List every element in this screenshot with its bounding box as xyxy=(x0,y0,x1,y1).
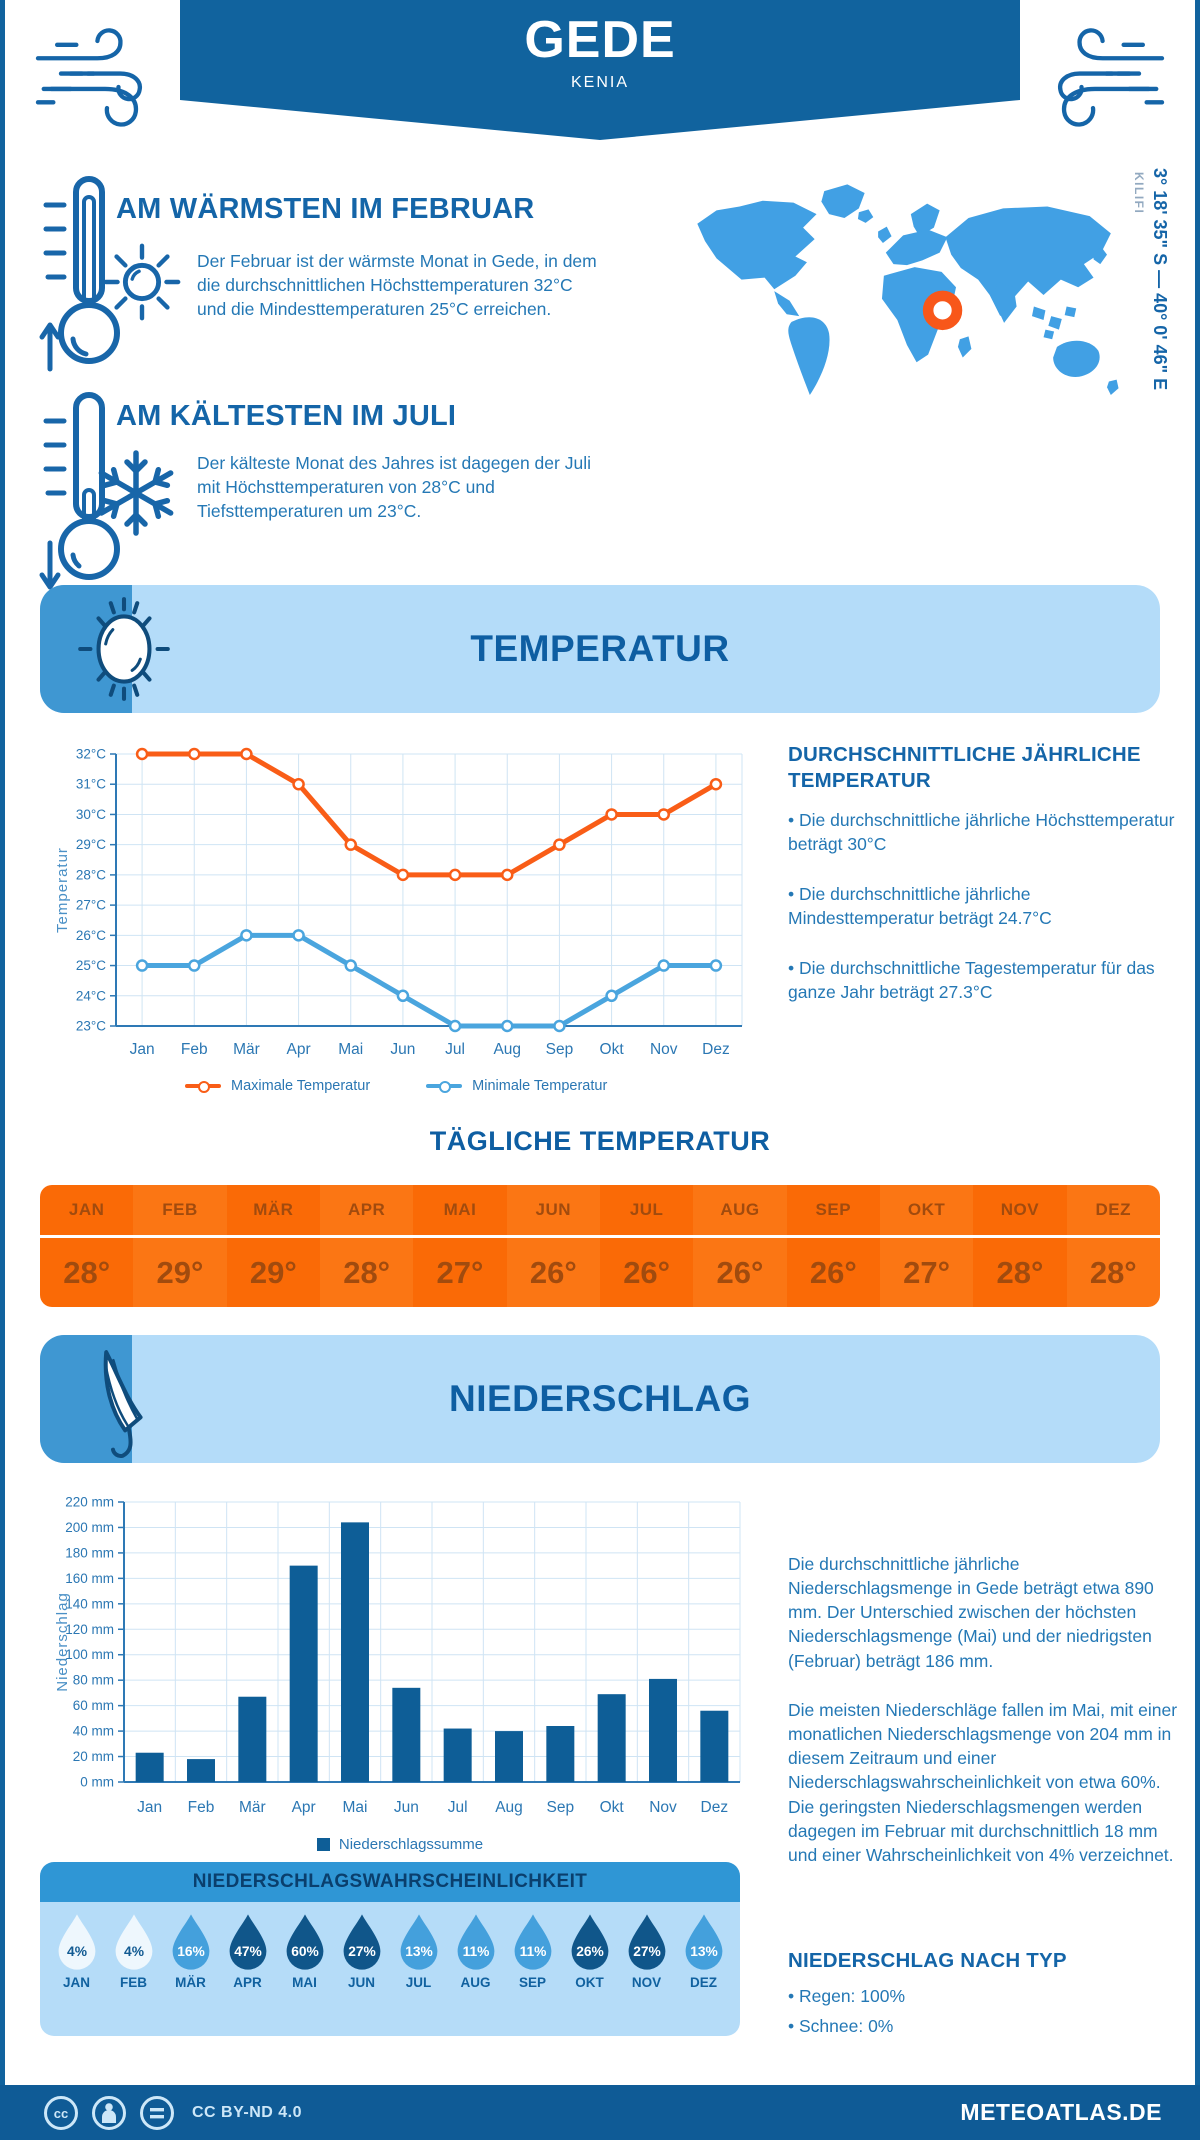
svg-text:13%: 13% xyxy=(689,1943,718,1959)
daily-temp-column xyxy=(787,1185,880,1307)
max-line-marker xyxy=(185,1084,221,1088)
precip-type-title: NIEDERSCHLAG NACH TYP xyxy=(788,1949,1067,1972)
svg-text:Jan: Jan xyxy=(129,1041,155,1058)
raindrop-icon xyxy=(624,1912,670,1972)
precipitation-bar-chart xyxy=(52,1488,752,1828)
svg-text:29°C: 29°C xyxy=(75,837,106,853)
daily-temp-column xyxy=(600,1185,693,1307)
raindrop-icon xyxy=(396,1912,442,1972)
header-banner xyxy=(180,0,1020,100)
probability-drop-cell xyxy=(618,1912,675,2028)
svg-text:28°C: 28°C xyxy=(75,867,106,883)
svg-text:Sep: Sep xyxy=(545,1041,574,1058)
precip-paragraph-2: Die meisten Niederschläge fallen im Mai, mit einer monatlichen Niederschlagsmenge von 204 mm in diesem Zeitraum und einer Niederschlagswahrscheinlichkeit von etwa 60%. Die geringsten Niederschlagsmengen werden dagegen im Februar mit durchschnittlich 18 mm und einer Wahrscheinlichkeit von 4% verzeichnet. xyxy=(788,1700,1178,1865)
probability-drop-cell xyxy=(48,1912,105,2028)
probability-month-label: JUL xyxy=(405,1975,432,1990)
temperature-section-band xyxy=(40,585,1160,713)
bar-chart-legend xyxy=(40,1836,760,1853)
legend-min-label: Minimale Temperatur xyxy=(472,1078,608,1094)
svg-text:32°C: 32°C xyxy=(75,746,106,762)
probability-month-label: FEB xyxy=(120,1975,147,1990)
svg-text:Aug: Aug xyxy=(495,1799,523,1816)
daily-temp-value: 27° xyxy=(880,1235,973,1307)
attribution-person-icon xyxy=(90,2094,128,2132)
daily-temp-value: 29° xyxy=(133,1235,226,1307)
svg-text:11%: 11% xyxy=(462,1943,489,1959)
daily-temp-title: TÄGLICHE TEMPERATUR xyxy=(429,1126,771,1156)
wind-icon xyxy=(1037,18,1172,133)
probability-month-label: JAN xyxy=(62,1975,90,1990)
raindrop-icon xyxy=(567,1912,613,1972)
daily-temp-column xyxy=(413,1185,506,1307)
probability-drop-cell xyxy=(390,1912,447,2028)
no-derivatives-icon xyxy=(138,2094,176,2132)
precip-probability-panel xyxy=(40,1862,740,2036)
raindrop-icon xyxy=(510,1912,556,1972)
svg-text:40 mm: 40 mm xyxy=(72,1723,114,1739)
daily-temp-column xyxy=(133,1185,226,1307)
svg-text:Jul: Jul xyxy=(447,1799,468,1816)
svg-text:220 mm: 220 mm xyxy=(65,1494,114,1510)
probability-month-label: DEZ xyxy=(690,1975,717,1990)
license-label: CC BY-ND 4.0 xyxy=(192,2103,303,2121)
svg-text:Okt: Okt xyxy=(599,1041,624,1058)
svg-text:Mär: Mär xyxy=(238,1799,266,1816)
svg-text:cc: cc xyxy=(53,2105,69,2121)
svg-text:180 mm: 180 mm xyxy=(65,1545,114,1561)
annual-bullet-1: • Die durchschnittliche jährliche Höchsttemperatur beträgt 30°C xyxy=(788,810,1175,855)
svg-text:24°C: 24°C xyxy=(75,988,106,1004)
bar-legend-label: Niederschlagssumme xyxy=(338,1836,484,1853)
line-x-labels xyxy=(130,1041,730,1058)
precipitation-section-title: NIEDERSCHLAG xyxy=(448,1378,752,1419)
svg-text:Nov: Nov xyxy=(649,1799,677,1816)
map-coordinates: 3° 18' 35" S — 40° 0' 46" E xyxy=(1150,168,1170,391)
svg-text:31°C: 31°C xyxy=(75,776,106,792)
world-map xyxy=(680,156,1132,432)
precip-probability-drops xyxy=(40,1902,740,2036)
daily-temp-value: 26° xyxy=(507,1235,600,1307)
legend-item-max xyxy=(185,1078,370,1094)
svg-text:60%: 60% xyxy=(290,1943,319,1959)
raindrop-icon xyxy=(54,1912,100,1972)
daily-temp-column xyxy=(507,1185,600,1307)
temperature-line-chart xyxy=(52,736,752,1068)
daily-temp-month: JUL xyxy=(629,1200,664,1219)
line-series-1 xyxy=(137,930,721,1031)
site-name: METEOATLAS.DE xyxy=(960,2099,1162,2125)
precip-type-snow: • Schnee: 0% xyxy=(788,2016,894,2036)
svg-text:Nov: Nov xyxy=(649,1041,678,1058)
daily-temp-month: OKT xyxy=(907,1200,946,1219)
right-border xyxy=(1195,0,1200,2140)
probability-drop-cell xyxy=(162,1912,219,2028)
page-subtitle: KENIA xyxy=(570,74,629,91)
bar-y-axis-label: Niederschlag xyxy=(54,1592,71,1692)
daily-temp-column xyxy=(880,1185,973,1307)
daily-temp-value: 26° xyxy=(693,1235,786,1307)
daily-temp-month: JAN xyxy=(68,1200,105,1219)
daily-temp-value: 26° xyxy=(600,1235,693,1307)
sun-icon xyxy=(98,238,186,326)
svg-text:Jun: Jun xyxy=(390,1041,416,1058)
daily-temp-value: 26° xyxy=(787,1235,880,1307)
daily-temp-month: MAI xyxy=(443,1200,477,1219)
svg-text:30°C: 30°C xyxy=(75,806,106,822)
temperature-section-title: TEMPERATUR xyxy=(470,628,730,669)
probability-month-label: JUN xyxy=(347,1975,375,1990)
daily-temp-column xyxy=(1067,1185,1160,1307)
svg-text:Sep: Sep xyxy=(546,1799,575,1816)
raindrop-icon xyxy=(282,1912,328,1972)
svg-text:Feb: Feb xyxy=(187,1799,215,1816)
svg-text:Jan: Jan xyxy=(137,1799,163,1816)
cc-icon xyxy=(42,2094,80,2132)
raindrop-icon xyxy=(225,1912,271,1972)
license-icons xyxy=(42,2094,302,2132)
svg-text:100 mm: 100 mm xyxy=(65,1647,114,1663)
snowflake-icon xyxy=(90,446,182,540)
daily-temp-column xyxy=(227,1185,320,1307)
warmest-text: Der Februar ist der wärmste Monat in Gede, in dem die durchschnittlichen Höchsttemperaturen 32°C und die Mindesttemperaturen 25°C erreichen. xyxy=(197,251,597,319)
svg-text:Jul: Jul xyxy=(445,1041,465,1058)
probability-drop-cell xyxy=(105,1912,162,2028)
banner-point xyxy=(180,100,1020,140)
probability-drop-cell xyxy=(276,1912,333,2028)
svg-text:Aug: Aug xyxy=(493,1041,522,1058)
svg-text:Dez: Dez xyxy=(702,1041,730,1058)
svg-text:Jun: Jun xyxy=(393,1799,419,1816)
svg-text:Mär: Mär xyxy=(233,1041,260,1058)
svg-text:25°C: 25°C xyxy=(75,958,106,974)
annual-temp-title: DURCHSCHNITTLICHE JÄHRLICHE TEMPERATUR xyxy=(788,743,1141,792)
daily-temp-month: APR xyxy=(347,1200,386,1219)
daily-temp-month: AUG xyxy=(720,1200,760,1219)
annual-bullet-2: • Die durchschnittliche jährliche Mindesttemperatur beträgt 24.7°C xyxy=(788,884,1052,929)
daily-temp-value: 28° xyxy=(973,1235,1066,1307)
svg-text:27%: 27% xyxy=(347,1943,376,1959)
svg-text:Okt: Okt xyxy=(599,1799,624,1816)
map-region-label: KILIFI xyxy=(1132,172,1146,215)
svg-text:13%: 13% xyxy=(404,1943,433,1959)
probability-month-label: MAI xyxy=(292,1975,317,1990)
daily-temp-table xyxy=(40,1185,1160,1307)
svg-text:Feb: Feb xyxy=(180,1041,208,1058)
svg-text:60 mm: 60 mm xyxy=(72,1698,114,1714)
bar-legend-marker xyxy=(317,1838,330,1851)
probability-month-label: NOV xyxy=(631,1975,662,1990)
min-line-marker xyxy=(426,1084,462,1088)
legend-item-min xyxy=(426,1078,607,1094)
daily-temp-column xyxy=(973,1185,1066,1307)
line-grid xyxy=(76,747,742,1034)
raindrop-icon xyxy=(339,1912,385,1972)
wind-icon xyxy=(28,18,163,133)
svg-text:80 mm: 80 mm xyxy=(72,1672,114,1688)
probability-month-label: SEP xyxy=(518,1975,546,1990)
precip-paragraph-1: Die durchschnittliche jährliche Niederschlagsmenge in Gede beträgt etwa 890 mm. Der Unterschied zwischen der höchsten Niederschlagsmenge (Mai) und der niedrigsten (Februar) beträgt 186 mm. xyxy=(788,1554,1154,1671)
left-border xyxy=(0,0,5,2140)
daily-temp-month: DEZ xyxy=(1095,1200,1132,1219)
probability-month-label: AUG xyxy=(460,1975,491,1990)
svg-text:16%: 16% xyxy=(176,1943,205,1959)
precipitation-section-band xyxy=(40,1335,1160,1463)
legend-max-label: Maximale Temperatur xyxy=(231,1078,371,1094)
warmest-title: AM WÄRMSTEN IM FEBRUAR xyxy=(116,193,535,225)
svg-text:140 mm: 140 mm xyxy=(65,1596,114,1612)
svg-text:27°C: 27°C xyxy=(75,897,106,913)
daily-temp-value: 29° xyxy=(227,1235,320,1307)
line-chart-legend xyxy=(185,1078,607,1094)
precip-type-rain: • Regen: 100% xyxy=(788,1986,906,2006)
svg-text:120 mm: 120 mm xyxy=(65,1621,114,1637)
daily-temp-value: 28° xyxy=(40,1235,133,1307)
daily-temp-value: 28° xyxy=(320,1235,413,1307)
daily-temp-month: MÄR xyxy=(253,1200,294,1219)
bar-x-labels xyxy=(137,1799,728,1816)
footer-bar xyxy=(0,2085,1200,2140)
daily-temp-value: 28° xyxy=(1067,1235,1160,1307)
svg-text:4%: 4% xyxy=(66,1943,87,1959)
raindrop-icon xyxy=(453,1912,499,1972)
probability-month-label: APR xyxy=(233,1975,262,1990)
probability-drop-cell xyxy=(219,1912,276,2028)
coldest-text: Der kälteste Monat des Jahres ist dagegen der Juli mit Höchsttemperaturen von 28°C und Tiefsttemperaturen um 23°C. xyxy=(197,453,591,521)
coldest-title: AM KÄLTESTEN IM JULI xyxy=(116,400,457,432)
probability-drop-cell xyxy=(675,1912,732,2028)
raindrop-icon xyxy=(168,1912,214,1972)
svg-text:4%: 4% xyxy=(123,1943,144,1959)
svg-text:23°C: 23°C xyxy=(75,1018,106,1034)
svg-text:11%: 11% xyxy=(519,1943,546,1959)
probability-drop-cell xyxy=(333,1912,390,2028)
svg-text:Mai: Mai xyxy=(338,1041,364,1058)
raindrop-icon xyxy=(681,1912,727,1972)
probability-drop-cell xyxy=(561,1912,618,2028)
svg-text:26%: 26% xyxy=(575,1943,604,1959)
daily-temp-month: SEP xyxy=(815,1200,852,1219)
daily-temp-month: FEB xyxy=(162,1200,198,1219)
svg-text:Dez: Dez xyxy=(700,1799,729,1816)
daily-temp-column xyxy=(320,1185,413,1307)
probability-month-label: OKT xyxy=(575,1975,604,1990)
probability-month-label: MÄR xyxy=(175,1975,206,1990)
svg-text:47%: 47% xyxy=(233,1943,262,1959)
svg-text:Mai: Mai xyxy=(342,1799,368,1816)
svg-text:200 mm: 200 mm xyxy=(65,1519,114,1535)
annual-bullet-3: • Die durchschnittliche Tagestemperatur für das ganze Jahr beträgt 27.3°C xyxy=(788,958,1155,1003)
page-title: GEDE xyxy=(524,11,676,69)
map-labels xyxy=(1132,168,1170,428)
daily-temp-column xyxy=(40,1185,133,1307)
precip-probability-title: NIEDERSCHLAGSWAHRSCHEINLICHKEIT xyxy=(40,1862,740,1902)
svg-text:26°C: 26°C xyxy=(75,927,106,943)
daily-temp-month: NOV xyxy=(1000,1200,1040,1219)
raindrop-icon xyxy=(111,1912,157,1972)
svg-text:Apr: Apr xyxy=(286,1041,311,1058)
daily-temp-value: 27° xyxy=(413,1235,506,1307)
svg-text:Apr: Apr xyxy=(291,1799,316,1816)
line-y-axis-label: Temperatur xyxy=(54,847,71,933)
svg-text:160 mm: 160 mm xyxy=(65,1570,114,1586)
svg-text:20 mm: 20 mm xyxy=(72,1749,114,1765)
svg-text:0 mm: 0 mm xyxy=(80,1774,114,1790)
svg-text:27%: 27% xyxy=(632,1943,661,1959)
probability-drop-cell xyxy=(447,1912,504,2028)
daily-temp-month: JUN xyxy=(535,1200,572,1219)
probability-drop-cell xyxy=(504,1912,561,2028)
daily-temp-column xyxy=(693,1185,786,1307)
